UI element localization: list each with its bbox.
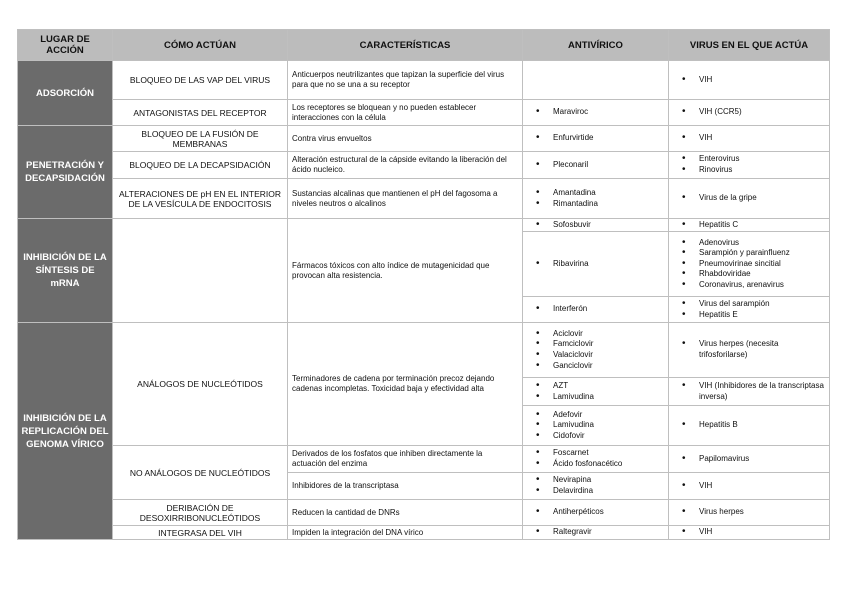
list-item: • Lamivudina: [527, 420, 664, 431]
list-item: • Interferón: [527, 304, 664, 315]
bullet-list: [527, 107, 664, 118]
characteristics-cell: Contra virus envueltos: [288, 126, 523, 152]
mechanism-cell: NO ANÁLOGOS DE NUCLEÓTIDOS: [113, 446, 288, 500]
list-item: • Nevirapina: [527, 475, 664, 486]
bullet-list: [673, 454, 825, 465]
list-item: • Ganciclovir: [527, 361, 664, 372]
bullet-list: [673, 507, 825, 518]
virus-cell: [669, 526, 830, 540]
table-row: [18, 446, 830, 473]
list-item: • Rhabdoviridae: [673, 269, 825, 280]
virus-cell: [669, 219, 830, 232]
bullet-list: [673, 299, 825, 320]
bullet-list: [527, 527, 664, 538]
list-item: • Enfurvirtide: [527, 133, 664, 144]
list-item: • VIH: [673, 527, 825, 538]
section-adsorcion: ADSORCIÓN: [18, 61, 113, 126]
list-item: • Hepatitis C: [673, 220, 825, 231]
list-item: • Virus del sarampión: [673, 299, 825, 310]
bullet-list: [673, 193, 825, 204]
list-item: • VIH (CCR5): [673, 107, 825, 118]
bullet-list: [673, 381, 825, 402]
antiviral-cell: [523, 446, 669, 473]
list-item: • Famciclovir: [527, 339, 664, 350]
mechanism-cell: INTEGRASA DEL VIH: [113, 526, 288, 540]
characteristics-cell: Alteración estructural de la cápside evitando la liberación del ácido nucleico.: [288, 152, 523, 179]
list-item: • Pneumovirinae sincitial: [673, 259, 825, 270]
bullet-list: [673, 238, 825, 291]
bullet-list: [527, 160, 664, 171]
list-item: • Lamivudina: [527, 392, 664, 403]
bullet-list: [527, 188, 664, 209]
list-item: • Hepatitis E: [673, 310, 825, 321]
characteristics-cell: Impiden la integración del DNA vírico: [288, 526, 523, 540]
characteristics-cell: Terminadores de cadena por terminación precoz dejando cadenas incompletas. Toxicidad baja y efectividad alta: [288, 323, 523, 446]
virus-cell: [669, 446, 830, 473]
virus-cell: [669, 126, 830, 152]
virus-cell: [669, 323, 830, 378]
list-item: • VIH: [673, 481, 825, 492]
list-item: • Sarampión y parainfluenz: [673, 248, 825, 259]
header-caracteristicas: CARACTERÍSTICAS: [288, 30, 523, 61]
characteristics-cell: Reducen la cantidad de DNRs: [288, 500, 523, 526]
bullet-list: [673, 339, 825, 360]
antiviral-cell: [523, 219, 669, 232]
header-row: [18, 30, 830, 61]
bullet-list: [527, 381, 664, 402]
mechanism-cell: ANÁLOGOS DE NUCLEÓTIDOS: [113, 323, 288, 446]
bullet-list: [673, 133, 825, 144]
bullet-list: [527, 304, 664, 315]
antiviral-cell: [523, 473, 669, 500]
bullet-list: [673, 420, 825, 431]
bullet-list: [673, 220, 825, 231]
table-row: [18, 500, 830, 526]
section-replicacion: INHIBICIÓN DE LA REPLICACIÓN DEL GENOMA VÍRICO: [18, 323, 113, 540]
list-item: • Virus herpes: [673, 507, 825, 518]
mechanism-cell: [113, 219, 288, 323]
list-item: • Hepatitis B: [673, 420, 825, 431]
antiviral-cell: [523, 100, 669, 126]
antiviral-cell: [523, 500, 669, 526]
virus-cell: [669, 100, 830, 126]
mechanism-cell: ANTAGONISTAS DEL RECEPTOR: [113, 100, 288, 126]
bullet-list: [527, 507, 664, 518]
mechanism-cell: BLOQUEO DE LA DECAPSIDACIÓN: [113, 152, 288, 179]
antiviral-table-container: [17, 29, 830, 540]
table-row: [18, 100, 830, 126]
bullet-list: [673, 75, 825, 86]
virus-cell: [669, 473, 830, 500]
table-row: [18, 126, 830, 152]
bullet-list: [527, 410, 664, 442]
virus-cell: [669, 61, 830, 100]
characteristics-cell: Fármacos tóxicos con alto índice de mutagenicidad que provocan alta resistencia.: [288, 219, 523, 323]
bullet-list: [673, 154, 825, 175]
list-item: • Ribavirina: [527, 259, 664, 270]
virus-cell: [669, 378, 830, 406]
antiviral-cell: [523, 526, 669, 540]
bullet-list: [673, 481, 825, 492]
characteristics-cell: Inhibidores de la transcriptasa: [288, 473, 523, 500]
table-row: [18, 323, 830, 378]
mechanism-cell: ALTERACIONES DE pH EN EL INTERIOR DE LA VESÍCULA DE ENDOCITOSIS: [113, 179, 288, 219]
antiviral-cell: [523, 297, 669, 323]
table-row: [18, 179, 830, 219]
bullet-list: [527, 259, 664, 270]
list-item: • Raltegravir: [527, 527, 664, 538]
list-item: • Rinovirus: [673, 165, 825, 176]
list-item: • Aciclovir: [527, 329, 664, 340]
virus-cell: [669, 406, 830, 446]
antiviral-cell: [523, 179, 669, 219]
antiviral-cell: [523, 61, 669, 100]
list-item: • Antiherpéticos: [527, 507, 664, 518]
bullet-list: [527, 329, 664, 371]
list-item: • Amantadina: [527, 188, 664, 199]
bullet-list: [527, 475, 664, 496]
list-item: • Sofosbuvir: [527, 220, 664, 231]
list-item: • Valaciclovir: [527, 350, 664, 361]
characteristics-cell: Los receptores se bloquean y no pueden establecer interacciones con la célula: [288, 100, 523, 126]
list-item: • VIH: [673, 75, 825, 86]
list-item: • Enterovirus: [673, 154, 825, 165]
antiviral-cell: [523, 126, 669, 152]
header-como: CÓMO ACTÚAN: [113, 30, 288, 61]
list-item: • AZT: [527, 381, 664, 392]
bullet-list: [673, 107, 825, 118]
list-item: • Adefovir: [527, 410, 664, 421]
list-item: • Virus de la gripe: [673, 193, 825, 204]
list-item: • VIH: [673, 133, 825, 144]
header-lugar: LUGAR DE ACCIÓN: [18, 30, 113, 61]
header-virus: VIRUS EN EL QUE ACTÚA: [669, 30, 830, 61]
characteristics-cell: Derivados de los fosfatos que inhiben directamente la actuación del enzima: [288, 446, 523, 473]
bullet-list: [527, 220, 664, 231]
mechanism-cell: BLOQUEO DE LAS VAP DEL VIRUS: [113, 61, 288, 100]
bullet-list: [527, 448, 664, 469]
antiviral-table: [17, 29, 830, 540]
antiviral-cell: [523, 378, 669, 406]
list-item: • Cidofovir: [527, 431, 664, 442]
bullet-list: [673, 527, 825, 538]
antiviral-cell: [523, 152, 669, 179]
section-sintesis-mrna: INHIBICIÓN DE LA SÍNTESIS DE mRNA: [18, 219, 113, 323]
antiviral-cell: [523, 323, 669, 378]
mechanism-cell: BLOQUEO DE LA FUSIÓN DE MEMBRANAS: [113, 126, 288, 152]
virus-cell: [669, 297, 830, 323]
list-item: • Pleconaril: [527, 160, 664, 171]
list-item: • Foscarnet: [527, 448, 664, 459]
bullet-list: [527, 133, 664, 144]
header-antiviral: ANTIVÍRICO: [523, 30, 669, 61]
table-row: [18, 526, 830, 540]
antiviral-cell: [523, 406, 669, 446]
section-penetracion: PENETRACIÓN Y DECAPSIDACIÓN: [18, 126, 113, 219]
list-item: • VIH (Inhibidores de la transcriptasa inversa): [673, 381, 825, 402]
table-row: [18, 61, 830, 100]
antiviral-cell: [523, 232, 669, 297]
list-item: • Virus herpes (necesita trifosforilarse): [673, 339, 825, 360]
list-item: • Papilomavirus: [673, 454, 825, 465]
list-item: • Adenovirus: [673, 238, 825, 249]
virus-cell: [669, 232, 830, 297]
list-item: • Coronavirus, arenavirus: [673, 280, 825, 291]
virus-cell: [669, 152, 830, 179]
virus-cell: [669, 179, 830, 219]
list-item: • Maraviroc: [527, 107, 664, 118]
list-item: • Rimantadina: [527, 199, 664, 210]
table-row: [18, 219, 830, 232]
characteristics-cell: Anticuerpos neutrilizantes que tapizan la superficie del virus para que no se una a su receptor: [288, 61, 523, 100]
list-item: • Delavirdina: [527, 486, 664, 497]
mechanism-cell: DERIBACIÓN DE DESOXIRRIBONUCLEÓTIDOS: [113, 500, 288, 526]
list-item: • Ácido fosfonacético: [527, 459, 664, 470]
table-row: [18, 152, 830, 179]
characteristics-cell: Sustancias alcalinas que mantienen el pH del fagosoma a niveles neutros o alcalinos: [288, 179, 523, 219]
virus-cell: [669, 500, 830, 526]
